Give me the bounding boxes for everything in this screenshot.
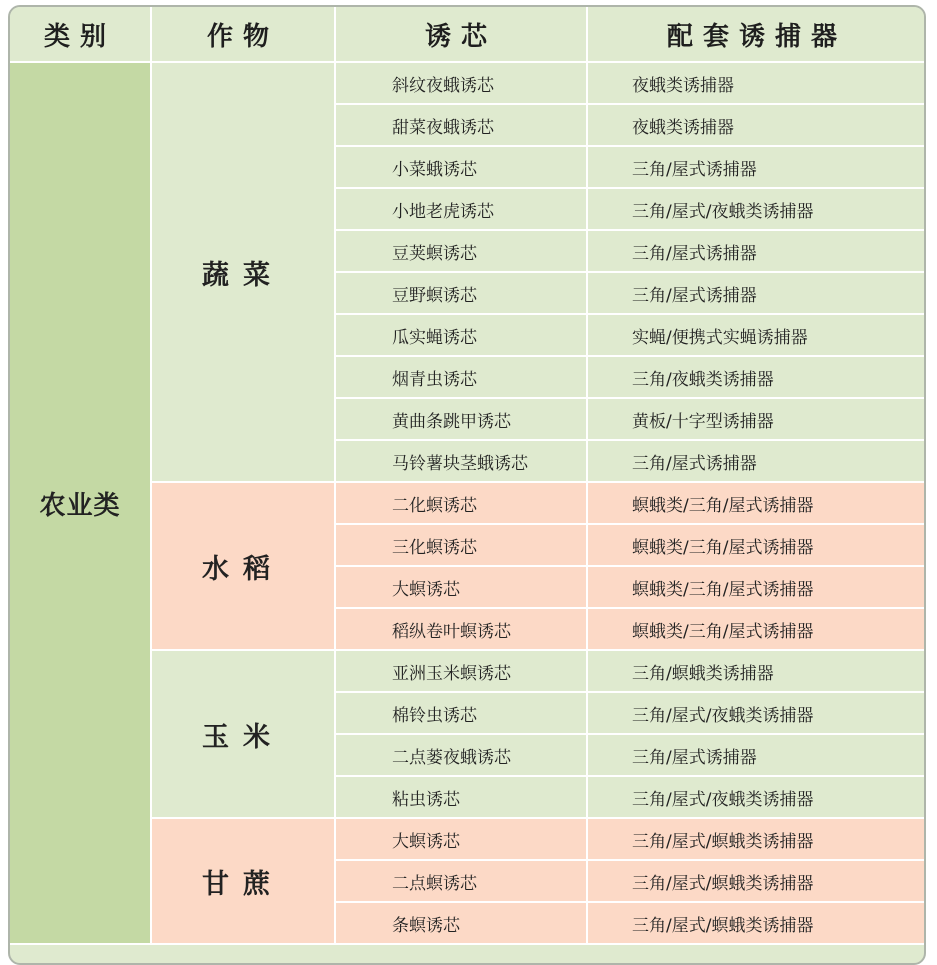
lure-cell: 豆荚螟诱芯 [335,230,587,272]
header-lure: 诱芯 [335,6,587,62]
trap-cell: 螟蛾类/三角/屋式诱捕器 [587,608,926,650]
lure-cell: 黄曲条跳甲诱芯 [335,398,587,440]
lure-cell: 二点蒌夜蛾诱芯 [335,734,587,776]
lure-cell: 甜菜夜蛾诱芯 [335,104,587,146]
lure-cell: 条螟诱芯 [335,902,587,944]
trap-cell: 三角/屋式诱捕器 [587,440,926,482]
crop-cell: 甘蔗 [151,818,335,944]
lure-cell: 马铃薯块茎蛾诱芯 [335,440,587,482]
lure-cell: 瓜实蝇诱芯 [335,314,587,356]
crop-cell: 玉米 [151,650,335,818]
category-cell: 农业类 [9,62,151,944]
trap-cell: 三角/屋式/螟蛾类诱捕器 [587,818,926,860]
trap-cell: 三角/屋式/夜蛾类诱捕器 [587,692,926,734]
trap-cell: 螟蛾类/三角/屋式诱捕器 [587,482,926,524]
lure-cell: 二化螟诱芯 [335,482,587,524]
header-row [9,6,926,62]
lure-table-frame [8,5,926,965]
table-row [9,62,926,104]
trap-cell: 三角/螟蛾类诱捕器 [587,650,926,692]
crop-cell: 水稻 [151,482,335,650]
lure-cell: 豆野螟诱芯 [335,272,587,314]
header-category: 类别 [9,6,151,62]
lure-cell: 三化螟诱芯 [335,524,587,566]
lure-cell: 稻纵卷叶螟诱芯 [335,608,587,650]
trap-cell: 三角/屋式/螟蛾类诱捕器 [587,902,926,944]
lure-cell: 棉铃虫诱芯 [335,692,587,734]
trap-cell: 三角/屋式诱捕器 [587,272,926,314]
trap-cell: 三角/屋式/螟蛾类诱捕器 [587,860,926,902]
lure-cell: 粘虫诱芯 [335,776,587,818]
lure-cell: 小菜蛾诱芯 [335,146,587,188]
trap-cell: 螟蛾类/三角/屋式诱捕器 [587,524,926,566]
trap-cell: 三角/夜蛾类诱捕器 [587,356,926,398]
table-body [9,62,926,944]
trap-cell: 三角/屋式诱捕器 [587,230,926,272]
trap-cell: 夜蛾类诱捕器 [587,62,926,104]
trap-cell: 三角/屋式诱捕器 [587,734,926,776]
trap-cell: 三角/屋式诱捕器 [587,146,926,188]
trap-cell: 黄板/十字型诱捕器 [587,398,926,440]
lure-cell: 亚洲玉米螟诱芯 [335,650,587,692]
trap-cell: 夜蛾类诱捕器 [587,104,926,146]
lure-cell: 小地老虎诱芯 [335,188,587,230]
header-crop: 作物 [151,6,335,62]
lure-cell: 大螟诱芯 [335,566,587,608]
header-trap: 配套诱捕器 [587,6,926,62]
lure-cell: 二点螟诱芯 [335,860,587,902]
lure-cell: 斜纹夜蛾诱芯 [335,62,587,104]
crop-cell: 蔬菜 [151,62,335,482]
trap-cell: 三角/屋式/夜蛾类诱捕器 [587,188,926,230]
lure-table [8,5,926,945]
lure-cell: 烟青虫诱芯 [335,356,587,398]
trap-cell: 三角/屋式/夜蛾类诱捕器 [587,776,926,818]
trap-cell: 实蝇/便携式实蝇诱捕器 [587,314,926,356]
lure-cell: 大螟诱芯 [335,818,587,860]
trap-cell: 螟蛾类/三角/屋式诱捕器 [587,566,926,608]
